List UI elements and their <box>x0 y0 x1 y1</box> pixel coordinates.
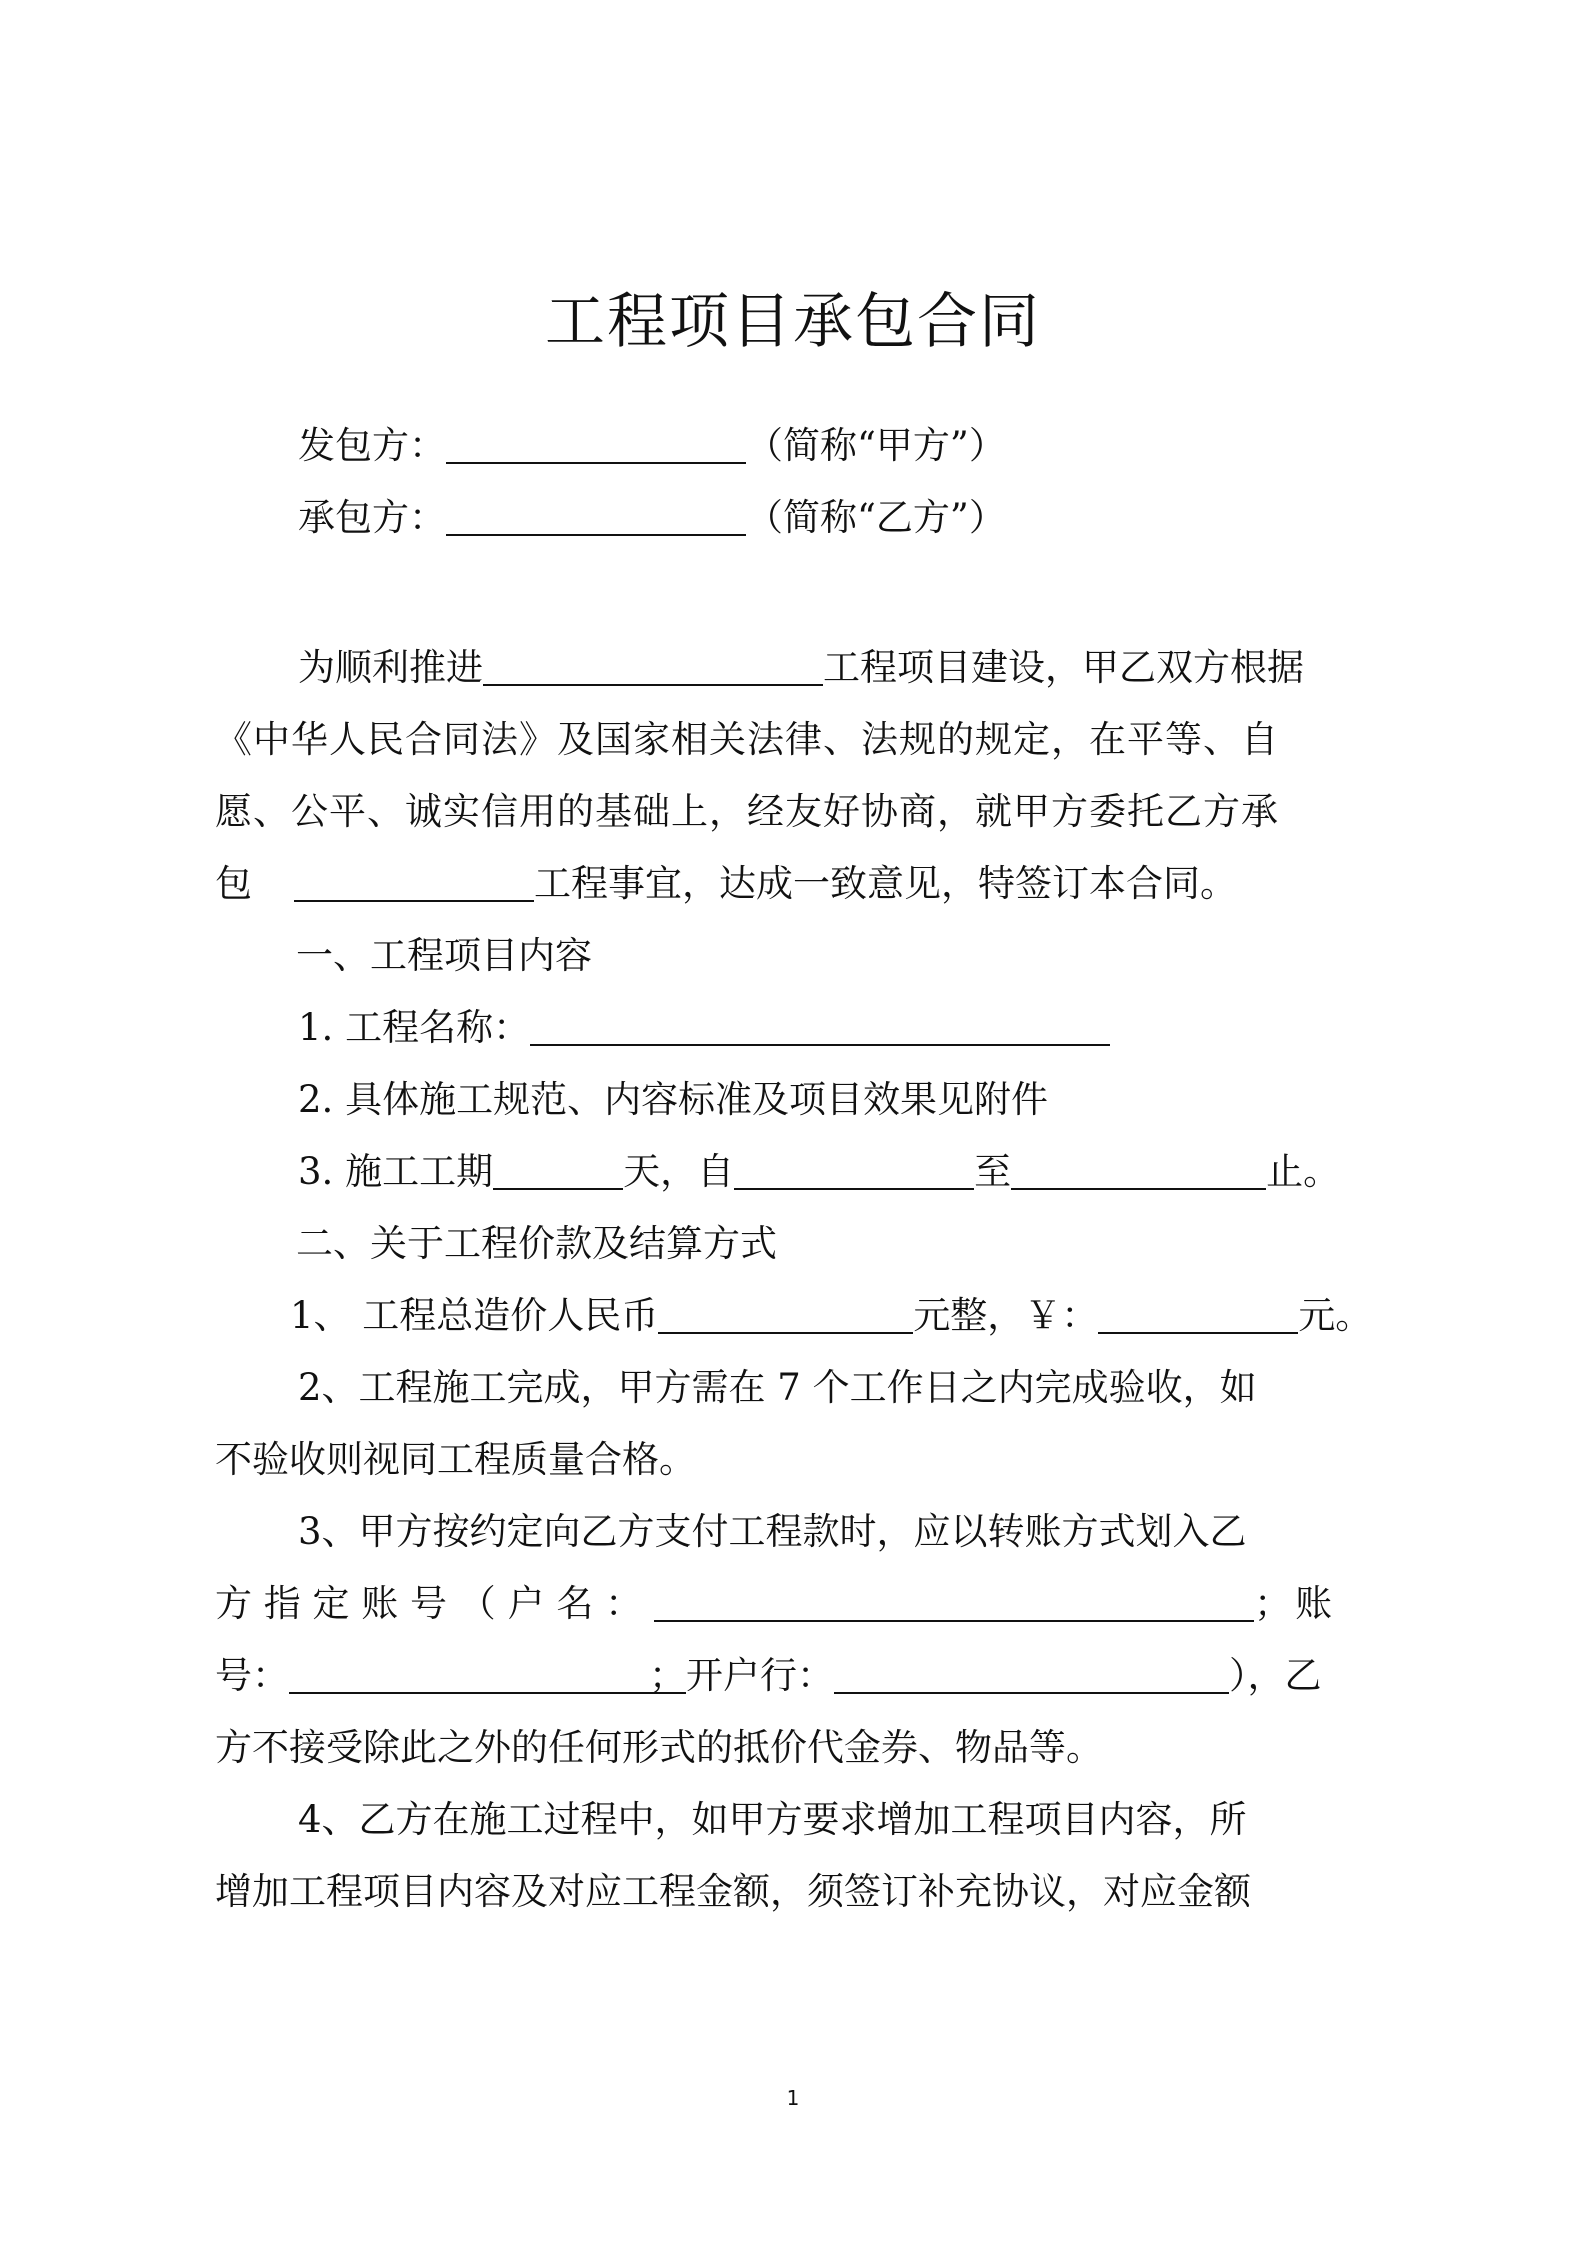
section-2-para-1 <box>290 1288 1372 1344</box>
account-number-blank[interactable] <box>289 1648 649 1694</box>
party-a-blank[interactable] <box>446 418 746 464</box>
contract-project-blank[interactable] <box>294 856 534 902</box>
section-1-item-2: 2. 具体施工规范、内容标准及项目效果见附件 <box>298 1078 1049 1121</box>
section-1-item-3 <box>298 1144 1340 1200</box>
section-2-para-3-line-3 <box>215 1648 1322 1704</box>
section-2-para-3-line-4: 方不接受除此之外的任何形式的抵价代金券、物品等。 <box>215 1726 1103 1769</box>
intro-line-2: 《中华人民合同法》及国家相关法律、法规的规定，在平等、自 <box>215 718 1279 761</box>
section-2-para-3-line-2 <box>215 1576 1332 1632</box>
para-text: 方 指 定 账 号 （ 户 名 ： <box>215 1582 643 1625</box>
total-price-words-blank[interactable] <box>658 1288 913 1334</box>
para-text: ），乙 <box>1229 1654 1322 1697</box>
para-text: 元。 <box>1298 1294 1373 1337</box>
intro-line-4 <box>215 856 1237 912</box>
section-1-heading: 一、工程项目内容 <box>296 934 592 977</box>
section-2-para-4-line-2: 增加工程项目内容及对应工程金额，须签订补充协议，对应金额 <box>215 1870 1251 1913</box>
para-text: 元整，￥： <box>913 1294 1099 1337</box>
party-b-line <box>298 490 1006 546</box>
para-text: 1、 工程总造价人民币 <box>290 1294 659 1337</box>
party-b-blank[interactable] <box>446 490 746 536</box>
party-b-suffix: （简称“乙方”） <box>746 496 1006 539</box>
party-b-label: 承包方： <box>298 496 446 539</box>
end-date-blank[interactable] <box>1011 1144 1266 1190</box>
item-text: 天，自 <box>623 1150 735 1193</box>
bank-name-blank[interactable] <box>834 1648 1229 1694</box>
item-text: 1. 工程名称： <box>298 1006 531 1049</box>
total-price-amount-blank[interactable] <box>1098 1288 1298 1334</box>
para-text: ； <box>1254 1582 1292 1625</box>
account-name-blank[interactable] <box>654 1576 1254 1622</box>
party-a-suffix: （简称“甲方”） <box>746 424 1006 467</box>
intro-text: 为顺利推进 <box>298 646 483 689</box>
section-2-para-3-line-1: 3、甲方按约定向乙方支付工程款时，应以转账方式划入乙 <box>298 1510 1247 1553</box>
intro-text: 工程项目建设，甲乙双方根据 <box>823 646 1304 689</box>
section-2-para-4-line-1: 4、乙方在施工过程中，如甲方要求增加工程项目内容，所 <box>298 1798 1247 1841</box>
intro-line-1 <box>298 640 1304 696</box>
section-2-heading: 二、关于工程价款及结算方式 <box>296 1222 777 1265</box>
intro-text: 工程事宜，达成一致意见，特签订本合同。 <box>534 862 1237 905</box>
contract-title: 工程项目承包合同 <box>545 287 1041 357</box>
para-text: 号： <box>215 1654 289 1697</box>
page-number: 1 <box>786 2086 800 2110</box>
para-text: 账 <box>1295 1582 1333 1625</box>
party-a-line <box>298 418 1006 474</box>
section-2-para-2-line-2: 不验收则视同工程质量合格。 <box>215 1438 696 1481</box>
item-text: 3. 施工工期 <box>298 1150 494 1193</box>
section-2-para-2-line-1: 2、工程施工完成，甲方需在 7 个工作日之内完成验收，如 <box>298 1366 1257 1409</box>
project-name-blank[interactable] <box>483 640 823 686</box>
para-text: ； <box>649 1648 686 1694</box>
duration-days-blank[interactable] <box>493 1144 623 1190</box>
project-title-blank[interactable] <box>530 1000 1110 1046</box>
party-a-label: 发包方： <box>298 424 446 467</box>
intro-text: 包 <box>215 862 252 905</box>
intro-line-3: 愿、公平、诚实信用的基础上，经友好协商，就甲方委托乙方承 <box>215 790 1279 833</box>
item-text: 止。 <box>1266 1150 1341 1193</box>
start-date-blank[interactable] <box>734 1144 974 1190</box>
para-text: 开户行： <box>686 1654 834 1697</box>
item-text: 至 <box>974 1150 1012 1193</box>
section-1-item-1 <box>298 1000 1110 1056</box>
